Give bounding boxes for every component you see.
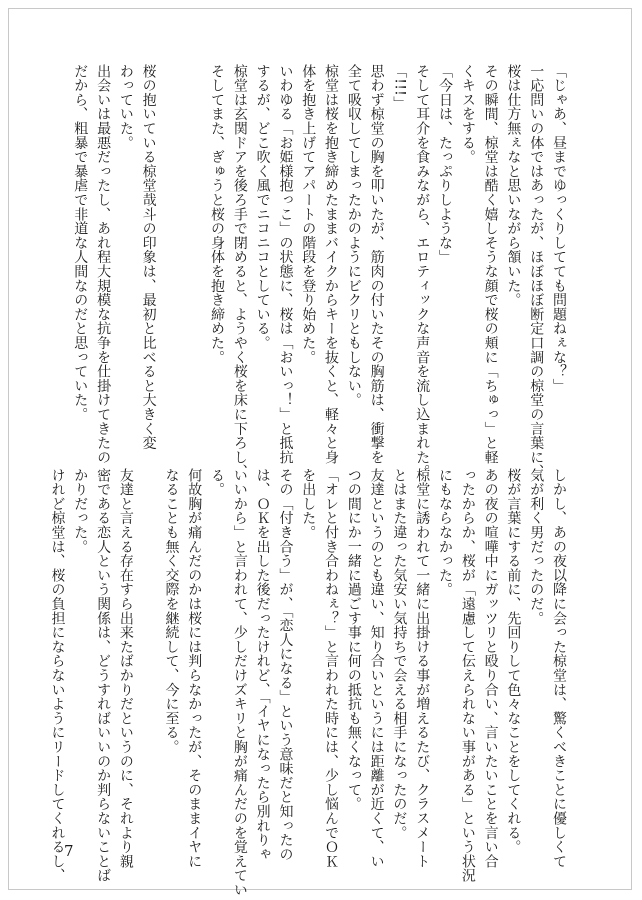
text-line: 密である恋人という関係は、どうすればいいのか判らないことば — [95, 468, 112, 883]
text-line: つの間にか一緒に過ごす事に何の抵抗も無くなって。 — [345, 468, 362, 812]
text-line: するが、どこ吹く風でニコニコとしている。 — [254, 64, 271, 350]
text-line: けれど椋堂は、桜の負担にならないようにリードしてくれるし、 — [49, 468, 66, 883]
top-text-block — [68, 64, 570, 479]
text-line: 桜の抱いている椋堂哉斗の印象は、最初と比べると大きく変 — [140, 64, 157, 451]
text-line: 何故胸が痛んだのかは桜には判らなかったが、そのままイヤに — [186, 468, 203, 869]
text-line — [182, 64, 205, 444]
text-line: は、ＯＫを出した後だったけれど、「イヤになったら別れりゃ — [254, 468, 271, 862]
text-line: そして耳介を食みながら、エロティックな声音を流し込まれた。 — [414, 64, 431, 479]
text-line: 桜は仕方無ぇなと思いながら頷いた。 — [505, 64, 522, 308]
text-line: わっていた。 — [117, 64, 134, 150]
page-number: 7 — [64, 842, 74, 860]
text-line: 思わず椋堂の胸を叩いたが、筋肉の付いたその胸筋は、衝撃を — [368, 64, 385, 465]
text-line: 友達というのとも違い、知り合いというには距離が近くて、い — [368, 468, 385, 869]
text-line: 一応問いの体ではあったが、ほぼほぼ断定口調の椋堂の言葉に、 — [528, 64, 545, 479]
text-line: あの夜の喧嘩中にガッツリと殴り合い、言いたいことを言い合 — [482, 468, 499, 869]
text-line: 気が利く男だったのだ。 — [528, 468, 545, 626]
text-line: を出した。 — [300, 468, 317, 540]
text-line: 桜が言葉にする前に、先回りして色々なことをしてくれる。 — [505, 468, 522, 855]
text-line: くキスをする。 — [459, 64, 476, 165]
text-line: ったからか、桜が「遠慮して伝えられない事がある」という状況 — [459, 468, 476, 883]
text-line: その瞬間、椋堂は酷く嬉しそうな顔で桜の頬に「ちゅっ」と軽 — [482, 64, 499, 465]
text-line: 椋堂は玄関ドアを後ろ手で閉めると、ようやく桜を床に下ろし、 — [231, 64, 248, 479]
text-line: かりだった。 — [72, 468, 89, 554]
text-line: 出会いは最悪だったし、あれ程大規模な抗争を仕掛けてきたの — [95, 64, 112, 465]
text-line: その「付き合う」が、「恋人になる」という意味だと知ったの — [277, 468, 294, 862]
text-line: とはまた違った気安い気持ちで会える相手になったのだ。 — [391, 468, 408, 840]
text-line: 「オレと付き合わねぇ？」と言われた時には、少し悩んでＯＫ — [323, 468, 340, 869]
text-line: だから、粗暴で暴虐で非道な人間なのだと思っていた。 — [72, 64, 89, 422]
text-line: 友達と言える存在すら出来たばかりだというのに、それより親 — [117, 468, 134, 869]
text-line: なることも無く交際を継続して、今に至る。 — [163, 468, 180, 754]
text-line: 椋堂は桜を抱き締めたままバイクからキーを抜くと、軽々と身 — [323, 64, 340, 465]
text-line: 椋堂に誘われて一緒に出掛ける事が増えるたび、クラスメート — [414, 468, 431, 869]
text-line: 「じゃあ、昼までゆっくりしてても問題ねぇな？」 — [551, 64, 567, 393]
text-line: 「今日は、たっぷりしような」 — [437, 64, 454, 265]
text-line: 全て吸収してしまったかのようにビクリともしない。 — [345, 64, 362, 408]
text-line: 体を抱き上げてアパートの階段を登り始めた。 — [300, 64, 317, 365]
text-line — [160, 64, 183, 444]
text-line: いわゆる「お姫様抱っこ」の状態に、桜は「おいっ！」と抵抗 — [277, 64, 294, 465]
text-line: いいから」と言われて、少しだけズキリと胸が痛んだのを覚えてい — [231, 468, 248, 897]
bottom-text-block — [46, 468, 570, 897]
text-line: しかし、あの夜以降に会った椋堂は、驚くべきことに優しくて — [551, 468, 567, 869]
text-line — [137, 468, 160, 848]
text-line: にもならなかった。 — [437, 468, 454, 597]
text-line: そしてまた、ぎゅうと桜の身体を抱き締めた。 — [209, 64, 226, 365]
text-line: る。 — [209, 468, 226, 497]
text-line: 「!!!」 — [391, 64, 408, 111]
